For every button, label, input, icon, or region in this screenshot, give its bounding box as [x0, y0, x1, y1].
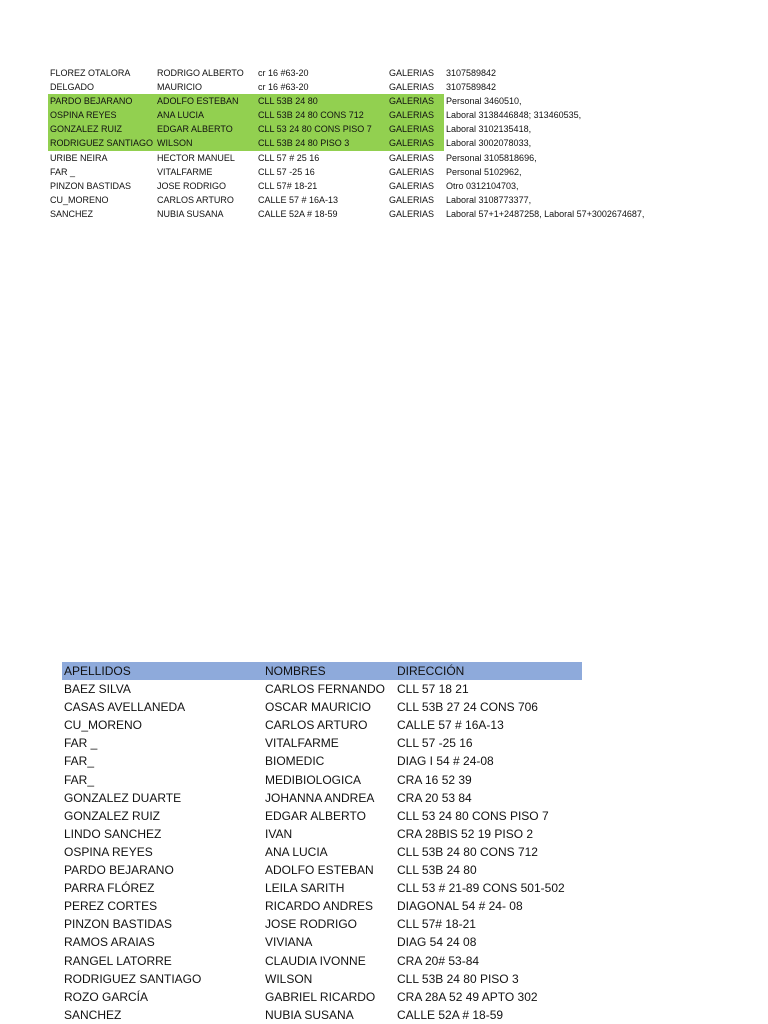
contacts-sheet-top [48, 66, 645, 221]
cell-nombres: CARLOS ARTURO [265, 718, 368, 733]
cell-nombres: JOHANNA ANDREA [265, 790, 375, 805]
cell-direccion: CLL 53B 24 80 PISO 3 [397, 971, 519, 986]
header-nombres: NOMBRES [265, 664, 326, 678]
cell-nombres: IVAN [265, 826, 293, 841]
table-row [62, 734, 582, 752]
cell-nombres: VIVIANA [265, 935, 313, 950]
table-row [62, 1006, 582, 1024]
contacts-sheet-bottom [62, 662, 582, 1024]
cell-apellidos: SANCHEZ [64, 1007, 122, 1022]
cell-apellidos: PARRA FLÓREZ [64, 881, 155, 896]
cell-apellidos: FLOREZ OTALORA [50, 68, 131, 78]
cell-direccion: CLL 57 -25 16 [397, 736, 473, 751]
table-row [62, 879, 582, 897]
cell-nombres: EDGAR ALBERTO [157, 124, 233, 135]
cell-direccion: CLL 53B 24 80 PISO 3 [258, 138, 350, 149]
table-row [62, 807, 582, 825]
table-row-highlighted [48, 108, 582, 122]
header-apellidos: APELLIDOS [64, 664, 131, 678]
cell-telefono: Personal 3105818696, [446, 152, 537, 163]
cell-barrio: GALERIAS [389, 110, 435, 121]
cell-apellidos: PEREZ CORTES [64, 899, 158, 914]
cell-direccion: CLL 57# 18-21 [258, 180, 318, 191]
cell-telefono: Laboral 3002078033, [446, 138, 532, 149]
cell-barrio: GALERIAS [389, 138, 435, 149]
table-row [62, 897, 582, 915]
cell-apellidos: LINDO SANCHEZ [64, 826, 162, 841]
cell-apellidos: CU_MORENO [64, 718, 143, 733]
table-row [62, 716, 582, 734]
cell-apellidos: DELGADO [50, 82, 95, 93]
cell-apellidos: FAR _ [50, 166, 76, 177]
table-row [62, 952, 582, 970]
cell-apellidos: BAEZ SILVA [64, 682, 131, 697]
table-row [62, 915, 582, 933]
cell-direccion: CLL 53B 24 80 CONS 712 [258, 110, 364, 121]
cell-apellidos: PINZON BASTIDAS [50, 180, 132, 191]
cell-barrio: GALERIAS [389, 124, 435, 135]
table-row-highlighted [48, 122, 532, 136]
cell-nombres: MEDIBIOLOGICA [265, 772, 362, 787]
table-row [48, 207, 645, 221]
cell-direccion: CLL 53B 24 80 [258, 96, 318, 107]
cell-apellidos: RAMOS ARAIAS [64, 935, 155, 950]
cell-nombres: WILSON [265, 971, 313, 986]
cell-direccion: CLL 57 18 21 [397, 682, 469, 697]
cell-direccion: CRA 20# 53-84 [397, 953, 480, 968]
cell-nombres: EDGAR ALBERTO [265, 808, 366, 823]
header-direccion: DIRECCIÓN [397, 664, 465, 678]
cell-telefono: Laboral 57+1+2487258, Laboral 57+3002674687, [446, 208, 645, 219]
cell-telefono: Laboral 3102135418, [446, 124, 532, 135]
table-row [48, 80, 497, 94]
cell-nombres: BIOMEDIC [265, 754, 325, 769]
cell-nombres: VITALFARME [265, 736, 339, 751]
cell-direccion: CLL 53B 24 80 CONS 712 [397, 844, 538, 859]
cell-nombres: MAURICIO [157, 82, 202, 93]
cell-nombres: RICARDO ANDRES [265, 899, 374, 914]
cell-telefono: 3107589842 [446, 68, 497, 78]
cell-nombres: JOSE RODRIGO [157, 180, 227, 191]
cell-direccion: DIAG I 54 # 24-08 [397, 754, 494, 769]
cell-direccion: CALLE 57 # 16A-13 [258, 194, 339, 205]
cell-telefono: Laboral 3138446848; 313460535, [446, 110, 582, 121]
table-row [62, 843, 582, 861]
cell-nombres: CARLOS FERNANDO [265, 682, 386, 697]
table-row [48, 193, 532, 207]
cell-direccion: CLL 53 # 21-89 CONS 501-502 [397, 881, 565, 896]
table-row [48, 165, 522, 179]
cell-barrio: GALERIAS [389, 180, 435, 191]
table-row-highlighted [48, 94, 522, 108]
cell-barrio: GALERIAS [389, 82, 435, 93]
cell-apellidos: ROZO GARCÍA [64, 989, 149, 1004]
table-row [48, 151, 537, 165]
cell-direccion: cr 16 #63-20 [258, 68, 309, 78]
cell-nombres: ADOLFO ESTEBAN [157, 96, 239, 107]
cell-apellidos: PINZON BASTIDAS [64, 917, 173, 932]
table-row [62, 680, 582, 698]
cell-apellidos: RODRIGUEZ SANTIAGO [64, 971, 202, 986]
cell-apellidos: RODRIGUEZ SANTIAGO [50, 138, 154, 149]
table-row-highlighted [48, 136, 532, 150]
table-row [62, 789, 582, 807]
cell-direccion: CLL 57 # 25 16 [258, 152, 320, 163]
cell-nombres: OSCAR MAURICIO [265, 700, 372, 715]
cell-direccion: CLL 53 24 80 CONS PISO 7 [397, 808, 549, 823]
cell-barrio: GALERIAS [389, 96, 435, 107]
cell-telefono: Personal 3460510, [446, 96, 522, 107]
cell-direccion: CRA 16 52 39 [397, 772, 472, 787]
cell-apellidos: GONZALEZ RUIZ [50, 124, 123, 135]
cell-direccion: cr 16 #63-20 [258, 82, 309, 93]
cell-nombres: ANA LUCIA [265, 844, 328, 859]
cell-direccion: CLL 53B 24 80 [397, 863, 477, 878]
table-row [62, 988, 582, 1006]
cell-direccion: CALLE 52A # 18-59 [258, 208, 338, 219]
cell-barrio: GALERIAS [389, 68, 435, 78]
cell-direccion: CALLE 52A # 18-59 [397, 1007, 504, 1022]
cell-direccion: CALLE 57 # 16A-13 [397, 718, 504, 733]
table-row [62, 970, 582, 988]
cell-nombres: RODRIGO ALBERTO [157, 68, 244, 78]
cell-apellidos: GONZALEZ DUARTE [64, 790, 182, 805]
table-row [62, 771, 582, 789]
cell-direccion: CLL 53B 27 24 CONS 706 [397, 700, 538, 715]
cell-telefono: 3107589842 [446, 82, 497, 93]
cell-nombres: LEILA SARITH [265, 881, 345, 896]
cell-barrio: GALERIAS [389, 152, 435, 163]
cell-apellidos: PARDO BEJARANO [50, 96, 133, 107]
cell-nombres: NUBIA SUSANA [157, 208, 224, 219]
table-header-row [62, 662, 582, 680]
table-row [48, 66, 497, 80]
cell-direccion: CRA 28A 52 49 APTO 302 [397, 989, 538, 1004]
cell-apellidos: SANCHEZ [50, 208, 94, 219]
cell-apellidos: RANGEL LATORRE [64, 953, 172, 968]
cell-direccion: CLL 57 -25 16 [258, 166, 315, 177]
cell-nombres: NUBIA SUSANA [265, 1007, 354, 1022]
cell-apellidos: PARDO BEJARANO [64, 863, 174, 878]
cell-telefono: Personal 5102962, [446, 166, 522, 177]
cell-barrio: GALERIAS [389, 194, 435, 205]
cell-apellidos: FAR_ [64, 772, 95, 787]
cell-nombres: CLAUDIA IVONNE [265, 953, 366, 968]
cell-apellidos: CASAS AVELLANEDA [64, 700, 186, 715]
cell-direccion: CRA 28BIS 52 19 PISO 2 [397, 826, 534, 841]
cell-nombres: ANA LUCIA [157, 110, 205, 121]
cell-nombres: HECTOR MANUEL [157, 152, 235, 163]
cell-apellidos: OSPINA REYES [64, 844, 153, 859]
cell-apellidos: FAR_ [64, 754, 95, 769]
cell-direccion: DIAG 54 24 08 [397, 935, 477, 950]
cell-nombres: CARLOS ARTURO [157, 194, 234, 205]
table-row [48, 179, 519, 193]
cell-nombres: VITALFARME [157, 166, 213, 177]
cell-barrio: GALERIAS [389, 166, 435, 177]
cell-nombres: WILSON [157, 138, 193, 149]
table-row [62, 933, 582, 951]
cell-apellidos: GONZALEZ RUIZ [64, 808, 161, 823]
cell-direccion: CLL 53 24 80 CONS PISO 7 [258, 124, 372, 135]
cell-apellidos: OSPINA REYES [50, 110, 117, 121]
table-row [62, 861, 582, 879]
cell-nombres: JOSE RODRIGO [265, 917, 358, 932]
table-row [62, 752, 582, 770]
cell-telefono: Laboral 3108773377, [446, 194, 532, 205]
cell-nombres: GABRIEL RICARDO [265, 989, 376, 1004]
cell-nombres: ADOLFO ESTEBAN [265, 863, 374, 878]
cell-apellidos: CU_MORENO [50, 194, 109, 205]
cell-direccion: CRA 20 53 84 [397, 790, 472, 805]
table-row [62, 825, 582, 843]
cell-barrio: GALERIAS [389, 208, 435, 219]
cell-direccion: CLL 57# 18-21 [397, 917, 476, 932]
cell-apellidos: FAR _ [64, 736, 98, 751]
cell-direccion: DIAGONAL 54 # 24- 08 [397, 899, 523, 914]
cell-apellidos: URIBE NEIRA [50, 152, 108, 163]
table-row [62, 698, 582, 716]
cell-telefono: Otro 0312104703, [446, 180, 519, 191]
